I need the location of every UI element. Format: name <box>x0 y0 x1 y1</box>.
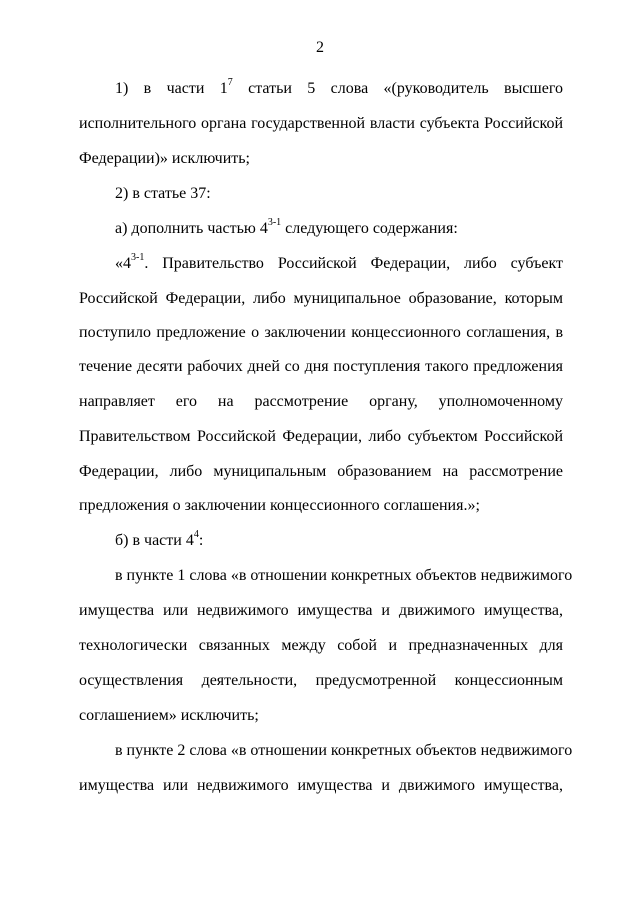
text-fragment: следующего содержания: <box>281 220 458 237</box>
text-line: осуществления деятельности, предусмотренной концессионным <box>79 672 563 689</box>
text-line: Российской Федерации, либо муниципальное образование, которым <box>79 290 563 307</box>
superscript: 7 <box>227 76 233 88</box>
text-line: поступило предложение о заключении концессионного соглашения, в <box>79 324 563 341</box>
text-line: исполнительного органа государственной власти субъекта Российской <box>79 115 563 132</box>
text-line: в пункте 2 слова «в отношении конкретных объектов недвижимого <box>115 742 573 759</box>
text-line: технологически связанных между собой и предназначенных для <box>79 637 563 654</box>
text-line: Правительством Российской Федерации, либо субъектом Российской <box>79 428 563 445</box>
text-line: Федерации, либо муниципальным образованием на рассмотрение <box>79 463 563 480</box>
text-line: в пункте 1 слова «в отношении конкретных объектов недвижимого <box>115 567 573 584</box>
text-line: имущества или недвижимого имущества и движимого имущества, <box>79 777 563 794</box>
text-line: Федерации)» исключить; <box>79 150 250 167</box>
text-fragment: : <box>198 532 204 549</box>
text-line: имущества или недвижимого имущества и движимого имущества, <box>79 602 563 619</box>
text-fragment: б) в части 4 <box>115 532 194 549</box>
superscript: 4 <box>193 528 199 540</box>
page-number: 2 <box>316 39 324 56</box>
text-fragment: статьи 5 слова «(руководитель высшего <box>232 80 563 97</box>
text-line: соглашением» исключить; <box>79 707 259 724</box>
text-line: течение десяти рабочих дней со дня поступления такого предложения <box>79 358 563 375</box>
superscript: 3-1 <box>267 216 282 228</box>
amendment-1-line <box>115 76 563 99</box>
amendment-2-line: 2) в статье 37: <box>115 185 211 202</box>
text-fragment: «4 <box>115 255 131 272</box>
superscript: 3-1 <box>131 251 145 263</box>
subitem-b-line <box>115 528 563 551</box>
text-fragment: . Правительство Российской Федерации, либо субъект <box>144 255 563 272</box>
text-fragment: а) дополнить частью 4 <box>115 220 268 237</box>
subitem-a-line <box>115 216 563 239</box>
text-line: предложения о заключении концессионного соглашения.»; <box>79 497 480 514</box>
text-fragment: 1) в части 1 <box>115 80 228 97</box>
quoted-part-line <box>115 251 563 274</box>
text-line: направляет его на рассмотрение органу, уполномоченному <box>79 393 563 410</box>
